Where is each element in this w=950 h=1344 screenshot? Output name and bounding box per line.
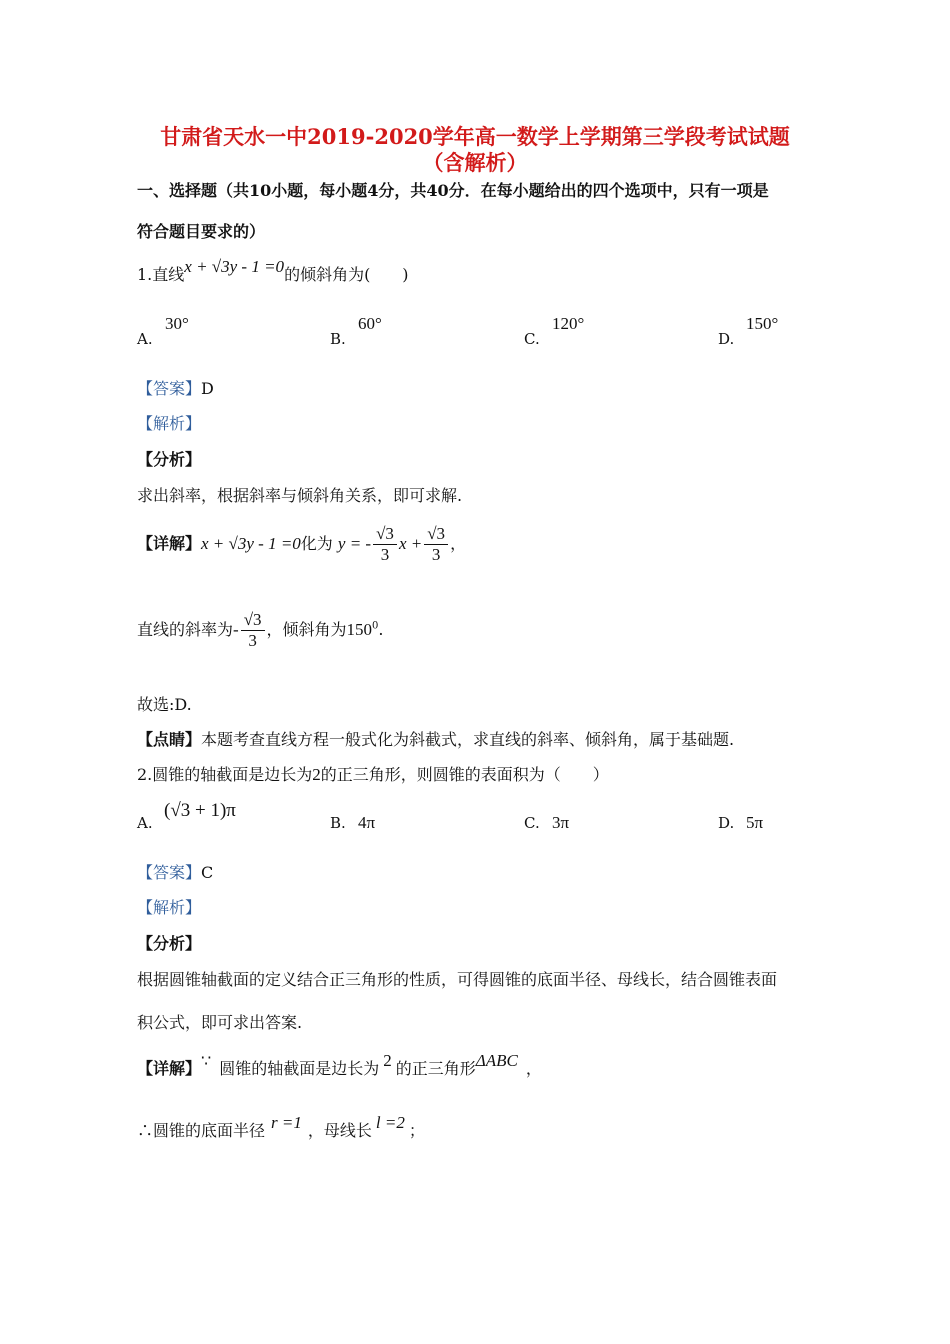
q2-analysis-tag: 【解析】 [137,898,202,917]
q2-detail-text-1: 圆锥的轴截面是边长为 [219,1059,380,1078]
q2-radius-text: 圆锥的底面半径 [153,1121,266,1140]
document-subtitle: （含解析） [422,150,528,175]
q2-detail-num: 2 [383,1051,392,1070]
q2-detail-tag: 【详解】 [137,1059,202,1078]
q1-detail-mid: 化为 [300,534,333,553]
q1-fraction-2-den: 3 [431,545,441,564]
q1-number: 1.直线 [137,265,185,284]
q1-fraction-2-num: √3 [424,524,448,545]
q1-slope-fraction [241,610,265,651]
q2-option-c-value: 3π [552,813,570,832]
q2-radius [137,1113,425,1141]
q2-stem-text: 2.圆锥的轴截面是边长为 [137,765,313,784]
q2-option-b-letter: B. [330,814,346,832]
q2-answer-tag: 【答案】 [137,863,202,882]
q2-triangle: ΔABC [475,1051,518,1070]
q2-stem [137,762,609,785]
section-heading: 一、选择题（共10小题，每小题4分，共40分．在每小题给出的四个选项中，只有一项是 [137,181,769,200]
q2-fenxi-text-1: 根据圆锥轴截面的定义结合正三角形的性质，可得圆锥的底面半径、母线长，结合圆锥表面 [137,970,778,989]
q1-fraction-1-den: 3 [380,545,390,564]
q1-answer-tag: 【答案】 [137,379,202,398]
q1-option-c-letter: C. [524,330,540,348]
q1-slope-prefix: 直线的斜率为 [137,620,234,639]
q1-point-text: 本题考查直线方程一般式化为斜截式，求直线的斜率、倾斜角，属于基础题. [201,730,735,749]
q1-detail-tag: 【详解】 [137,534,202,553]
q1-slope [137,610,384,651]
q2-option-a-value: (√3 + 1)π [164,800,236,821]
q2-option-c-letter: C. [524,814,540,832]
q1-fraction-1-num: √3 [373,524,397,545]
q1-detail [137,524,466,565]
q2-option-b-value: 4π [358,813,376,832]
q1-slope-degree: 0 [372,620,379,632]
q1-equation: x + √3y - 1 =0 [184,257,285,276]
section-heading-cont: 符合题目要求的） [137,222,266,241]
q1-option-b-value: 60° [358,314,382,333]
therefore-symbol: ∴ [137,1121,154,1140]
q1-option-b-letter: B. [330,330,346,348]
q2-option-a-letter: A. [137,814,153,832]
q1-option-a-value: 30° [165,314,189,333]
q2-option-d-letter: D. [718,814,735,832]
q1-answer-value: D [201,379,214,398]
q2-gen-end: ； [408,1121,425,1140]
q2-gen-text: ，母线长 [307,1121,372,1140]
document-title: 甘肃省天水一中2019-2020学年高一数学上学期第三学段考试试题 [160,124,790,149]
q1-analysis-tag: 【解析】 [137,414,202,433]
q1-point [137,727,734,750]
q1-option-d-letter: D. [718,330,735,348]
q1-option-c-value: 120° [552,314,585,333]
q1-detail-eq2-mid: x + [398,534,423,553]
q1-fenxi-text: 求出斜率，根据斜率与倾斜角关系，即可求解. [137,486,463,505]
q2-fenxi-tag: 【分析】 [137,934,202,953]
q1-option-d-value: 150° [746,314,779,333]
q1-slope-end: . [378,620,384,639]
q2-gen-eq: l =2 [375,1113,405,1132]
q1-slope-mid: ，倾斜角为 [266,620,347,639]
q1-stem [137,257,409,285]
q1-fenxi-tag: 【分析】 [137,450,202,469]
because-symbol: ∵ [201,1051,212,1070]
q2-radius-eq: r =1 [271,1113,302,1132]
q1-detail-eq1: x + √3y - 1 =0 [201,534,301,553]
q2-answer [137,860,213,883]
q1-point-tag: 【点睛】 [137,730,202,749]
q2-option-d-value: 5π [746,813,764,832]
q1-slope-fraction-den: 3 [248,631,257,650]
q1-fraction-1 [373,524,397,565]
q1-slope-minus: - [233,620,239,639]
q1-detail-end: ， [450,534,467,553]
q1-stem-suffix: 的倾斜角为( ) [284,265,409,284]
q1-fraction-2 [424,524,448,565]
q2-answer-value: C [201,863,214,882]
q2-detail-text-2: 的正三角形 [395,1059,476,1078]
q2-stem-num: 2 [312,765,321,784]
q1-slope-angle: 150 [346,620,373,639]
q1-answer [137,376,214,399]
q2-detail-end: ， [525,1059,542,1078]
q2-fenxi-text-2: 积公式，即可求出答案. [137,1013,303,1032]
q1-choose: 故选:D. [137,695,192,714]
q2-stem-suffix: 的正三角形，则圆锥的表面积为（ ） [320,765,609,784]
q2-detail [137,1051,542,1079]
q1-slope-fraction-num: √3 [241,610,265,631]
q1-option-a-letter: A. [137,330,153,348]
q1-detail-eq2-lhs: y = - [337,534,372,553]
